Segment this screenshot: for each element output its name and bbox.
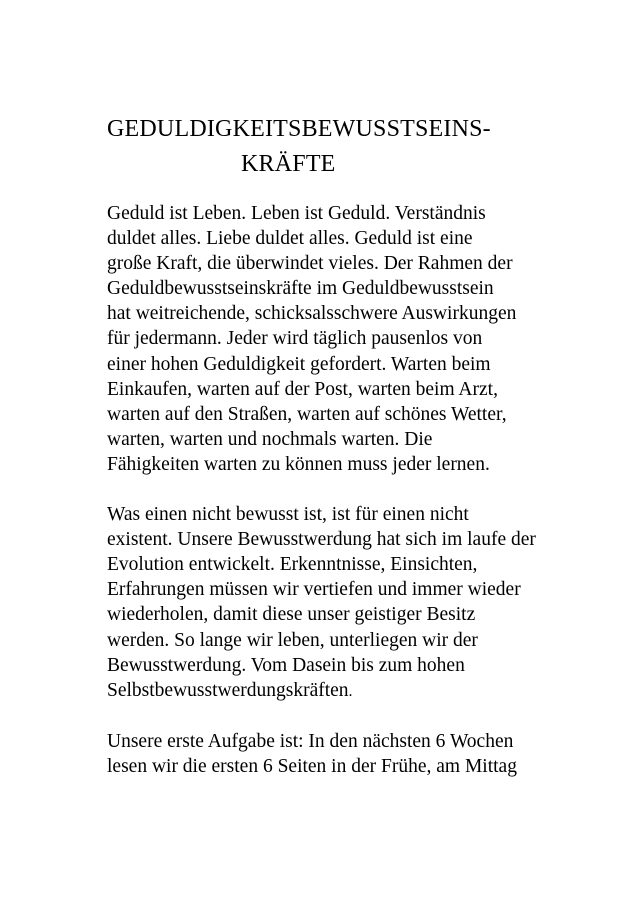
text-line: Unsere erste Aufgabe ist: In den nächsten 6 Wochen <box>107 730 514 752</box>
text-line: hat weitreichende, schicksalsschwere Auswirkungen <box>107 303 517 325</box>
text-line: lesen wir die ersten 6 Seiten in der Frühe, am Mittag <box>107 755 517 777</box>
text-line: Geduld ist Leben. Leben ist Geduld. Verständnis <box>107 203 486 224</box>
text-line: für jedermann. Jeder wird täglich pausenlos von <box>107 328 483 350</box>
trailing-period: . <box>348 682 353 700</box>
text-line: existent. Unsere Bewusstwerdung hat sich im laufe der <box>107 529 536 551</box>
text-line: werden. So lange wir leben, unterliegen wir der <box>107 629 478 651</box>
title-line-1: GEDULDIGKEITSBEWUSSTSEINS- <box>107 116 491 142</box>
text-line: Fähigkeiten warten zu können muss jeder lernen. <box>107 453 490 475</box>
paragraph-3 <box>107 729 627 779</box>
page-title <box>107 112 607 182</box>
title-line-2: KRÄFTE <box>241 151 336 177</box>
text-line-words: Selbstbewusstwerdungskräften <box>107 679 349 701</box>
text-line: Erfahrungen müssen wir vertiefen und immer wieder <box>107 579 521 601</box>
text-line: Geduldbewusstseinskräfte im Geduldbewusstsein <box>107 278 494 300</box>
text-line: warten auf den Straßen, warten auf schönes Wetter, <box>107 403 507 425</box>
text-line: einer hohen Geduldigkeit gefordert. Warten beim <box>107 353 491 375</box>
text-line: duldet alles. Liebe duldet alles. Geduld ist eine <box>107 228 473 250</box>
paragraph-1 <box>107 201 627 477</box>
text-line-last <box>107 678 627 704</box>
text-line: Was einen nicht bewusst ist, ist für einen nicht <box>107 504 469 526</box>
text-line: wiederholen, damit diese unser geistiger Besitz <box>107 604 476 626</box>
text-line: Evolution entwickelt. Erkenntnisse, Einsichten, <box>107 554 478 576</box>
text-line: große Kraft, die überwindet vieles. Der Rahmen der <box>107 253 513 275</box>
paragraph-2 <box>107 502 627 704</box>
body-text <box>107 201 627 779</box>
text-line: warten, warten und nochmals warten. Die <box>107 428 433 450</box>
text-line: Bewusstwerdung. Vom Dasein bis zum hohen <box>107 654 465 676</box>
text-line: Einkaufen, warten auf der Post, warten beim Arzt, <box>107 378 498 400</box>
